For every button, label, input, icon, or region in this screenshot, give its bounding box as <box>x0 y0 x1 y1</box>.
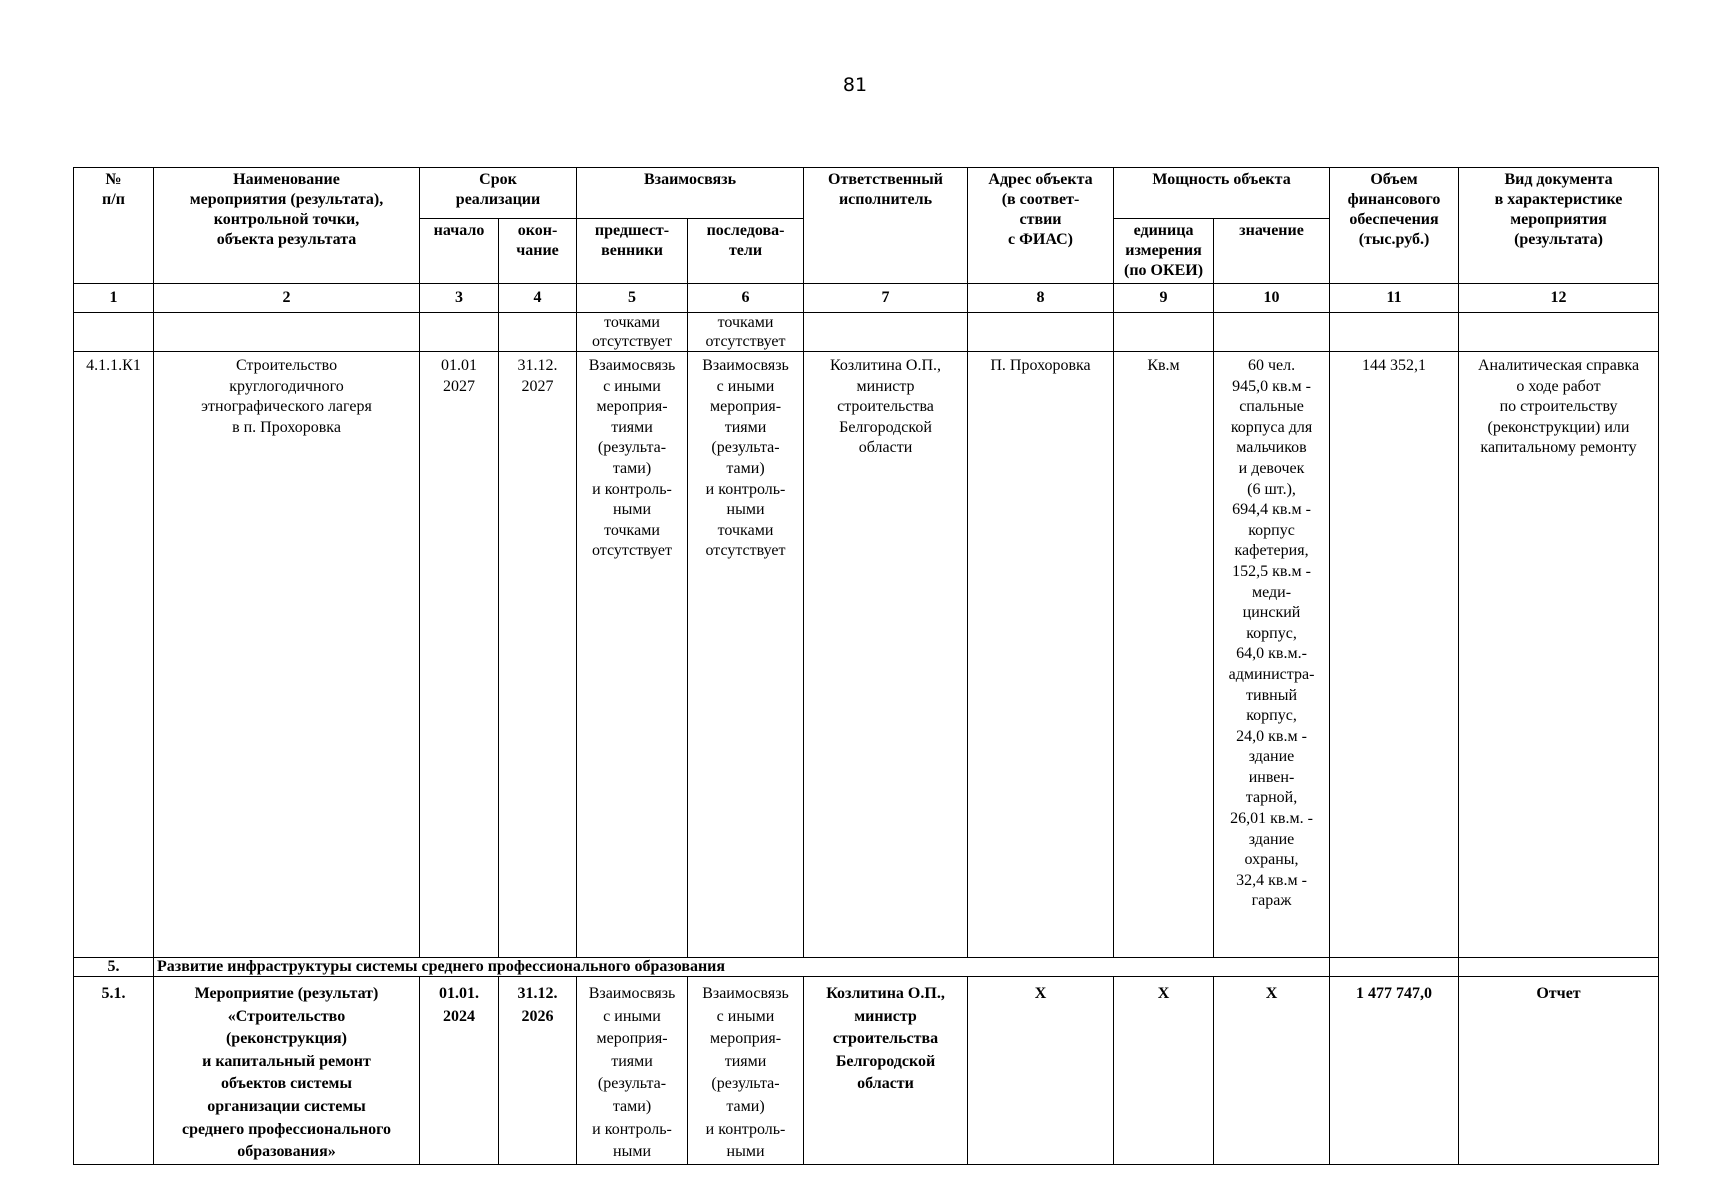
column-number: 11 <box>1330 284 1459 313</box>
header-doc-type: Вид документа в характеристике мероприятия (результата) <box>1459 168 1659 284</box>
column-numbers-row <box>74 284 1659 313</box>
column-number: 2 <box>154 284 420 313</box>
table-cell <box>1459 958 1659 977</box>
row-prev: Взаимосвязь с иными мероприя- тиями (результа- тами) и контроль- ными точками отсутствует <box>577 352 688 958</box>
row-doc-type: Аналитическая справка о ходе работ по строительству (реконструкции) или капитальному ремонту <box>1459 352 1659 958</box>
header-responsible: Ответственный исполнитель <box>804 168 968 284</box>
row-start: 01.01. 2024 <box>420 977 499 1165</box>
row-next: Взаимосвязь с иными мероприя- тиями (результа- тами) и контроль- ными <box>688 977 804 1165</box>
table-cell <box>1214 313 1330 352</box>
header-num: № п/п <box>74 168 154 284</box>
header-period-start: начало <box>420 219 499 284</box>
row-name: Мероприятие (результат) «Строительство (реконструкция) и капитальный ремонт объектов системы организации системы среднего профессионального образования» <box>154 977 420 1165</box>
table-row-4-1-1-k1 <box>74 352 1659 958</box>
column-number: 4 <box>499 284 577 313</box>
row-value: Х <box>1214 977 1330 1165</box>
header-capacity: Мощность объекта <box>1114 168 1330 219</box>
column-number: 1 <box>74 284 154 313</box>
row-end: 31.12. 2026 <box>499 977 577 1165</box>
column-number: 6 <box>688 284 804 313</box>
table-cell <box>499 313 577 352</box>
row-unit: Х <box>1114 977 1214 1165</box>
header-row-1 <box>74 168 1659 219</box>
table-cell <box>154 313 420 352</box>
row-responsible: Козлитина О.П., министр строительства Белгородской области <box>804 977 968 1165</box>
table-cell <box>1330 313 1459 352</box>
column-number: 7 <box>804 284 968 313</box>
header-relation: Взаимосвязь <box>577 168 804 219</box>
section-title: Развитие инфраструктуры системы среднего профессионального образования <box>154 958 1330 977</box>
column-number: 8 <box>968 284 1114 313</box>
table-cell <box>804 313 968 352</box>
column-number: 5 <box>577 284 688 313</box>
header-relation-next: последова- тели <box>688 219 804 284</box>
header-capacity-value: значение <box>1214 219 1330 284</box>
header-period: Срок реализации <box>420 168 577 219</box>
table-cell <box>968 313 1114 352</box>
row-address: Х <box>968 977 1114 1165</box>
column-number: 9 <box>1114 284 1214 313</box>
row-unit: Кв.м <box>1114 352 1214 958</box>
header-name: Наименование мероприятия (результата), контрольной точки, объекта результата <box>154 168 420 284</box>
table-cell <box>1330 958 1459 977</box>
row-num: 5.1. <box>74 977 154 1165</box>
section-num: 5. <box>74 958 154 977</box>
header-funding: Объем финансового обеспечения (тыс.руб.) <box>1330 168 1459 284</box>
table-row-5-1 <box>74 977 1659 1165</box>
table-cell <box>1114 313 1214 352</box>
row-responsible: Козлитина О.П., министр строительства Белгородской области <box>804 352 968 958</box>
header-address: Адрес объекта (в соответ- ствии с ФИАС) <box>968 168 1114 284</box>
row-funding: 1 477 747,0 <box>1330 977 1459 1165</box>
table-cell <box>420 313 499 352</box>
table-cell <box>74 313 154 352</box>
page-number: 81 <box>842 74 868 96</box>
continuation-row <box>74 313 1659 352</box>
row-funding: 144 352,1 <box>1330 352 1459 958</box>
row-prev: Взаимосвязь с иными мероприя- тиями (результа- тами) и контроль- ными <box>577 977 688 1165</box>
row-start: 01.01 2027 <box>420 352 499 958</box>
events-table <box>73 167 1659 1165</box>
row-num: 4.1.1.К1 <box>74 352 154 958</box>
row-doc-type: Отчет <box>1459 977 1659 1165</box>
row-value: 60 чел. 945,0 кв.м - спальные корпуса для мальчиков и девочек (6 шт.), 694,4 кв.м - корпус кафетерия, 152,5 кв.м - меди- цинский корпус, 64,0 кв.м.- администра- тивный корпус, 24,0 кв.м - здание инвен- тарной, 26,01 кв.м. - здание охраны, 32,4 кв.м - гараж <box>1214 352 1330 958</box>
table-cell <box>1459 313 1659 352</box>
header-relation-prev: предшест- венники <box>577 219 688 284</box>
section-row-5 <box>74 958 1659 977</box>
continuation-next: точками отсутствует <box>688 313 804 352</box>
column-number: 12 <box>1459 284 1659 313</box>
header-capacity-unit: единица измерения (по ОКЕИ) <box>1114 219 1214 284</box>
header-period-end: окон- чание <box>499 219 577 284</box>
column-number: 3 <box>420 284 499 313</box>
row-next: Взаимосвязь с иными мероприя- тиями (результа- тами) и контроль- ными точками отсутствует <box>688 352 804 958</box>
row-end: 31.12. 2027 <box>499 352 577 958</box>
row-name: Строительство круглогодичного этнографического лагеря в п. Прохоровка <box>154 352 420 958</box>
row-address: П. Прохоровка <box>968 352 1114 958</box>
continuation-prev: точками отсутствует <box>577 313 688 352</box>
column-number: 10 <box>1214 284 1330 313</box>
